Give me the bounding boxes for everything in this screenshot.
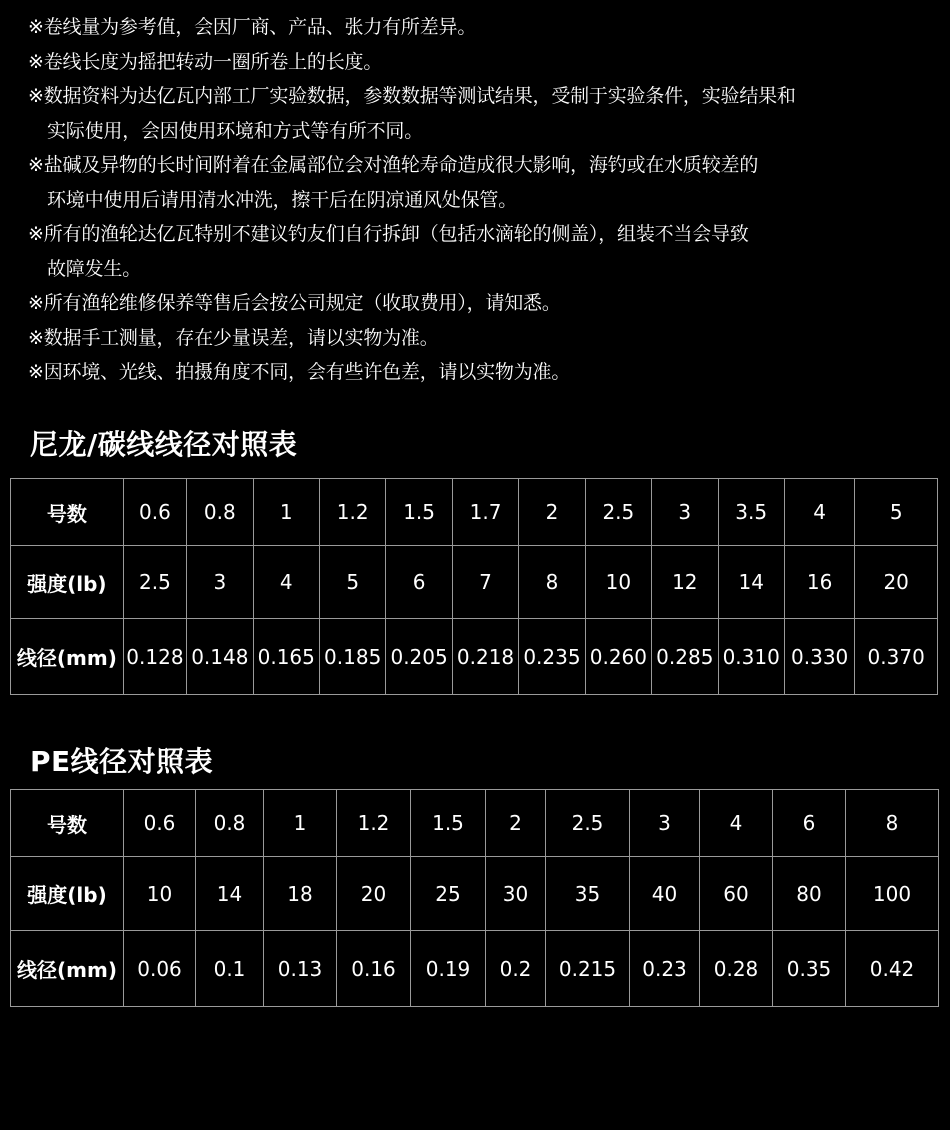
table-cell: 0.165 xyxy=(253,619,319,695)
table-cell: 1.5 xyxy=(386,479,452,546)
note-text: ※因环境、光线、拍摄角度不同，会有些许色差，请以实物为准。 xyxy=(28,361,571,383)
table-cell: 25 xyxy=(411,857,486,931)
table-cell: 2 xyxy=(486,790,546,857)
table-cell: 6 xyxy=(773,790,846,857)
row-header: 号数 xyxy=(11,790,124,857)
table-cell: 0.13 xyxy=(264,931,337,1007)
table-cell: 0.23 xyxy=(630,931,700,1007)
table-cell: 8 xyxy=(846,790,939,857)
table-cell: 7 xyxy=(452,546,518,619)
note-text: ※卷线长度为摇把转动一圈所卷上的长度。 xyxy=(28,50,383,73)
row-header: 线径(mm) xyxy=(11,931,124,1007)
nylon-table-title: 尼龙/碳线线径对照表 xyxy=(30,428,298,461)
table-cell: 0.6 xyxy=(124,790,196,857)
table-cell: 0.28 xyxy=(700,931,773,1007)
table-cell: 0.215 xyxy=(546,931,630,1007)
note-text: ※盐碱及异物的长时间附着在金属部位会对渔轮寿命造成很大影响，海钓或在水质较差的 xyxy=(28,154,759,176)
table-cell: 2 xyxy=(519,479,585,546)
table-cell: 0.148 xyxy=(187,619,253,695)
note-item xyxy=(28,321,938,356)
table-cell: 10 xyxy=(585,546,651,619)
table-cell: 12 xyxy=(652,546,718,619)
table-cell: 0.218 xyxy=(452,619,518,695)
table-cell: 40 xyxy=(630,857,700,931)
table-cell: 0.285 xyxy=(652,619,718,695)
table-cell: 3 xyxy=(630,790,700,857)
table-cell: 2.5 xyxy=(585,479,651,546)
table-cell: 20 xyxy=(337,857,411,931)
table-cell: 1.5 xyxy=(411,790,486,857)
note-text: ※数据资料为达亿瓦内部工厂实验数据，参数数据等测试结果，受制于实验条件，实验结果和 xyxy=(28,85,796,107)
table-cell: 0.42 xyxy=(846,931,939,1007)
table-cell: 0.185 xyxy=(319,619,385,695)
table-cell: 0.6 xyxy=(123,479,186,546)
table-cell: 4 xyxy=(253,546,319,619)
table-cell: 5 xyxy=(855,479,938,546)
table-cell: 1.2 xyxy=(319,479,385,546)
table-cell: 1.7 xyxy=(452,479,518,546)
table-cell: 3.5 xyxy=(718,479,784,546)
table-cell: 80 xyxy=(773,857,846,931)
table-cell: 4 xyxy=(700,790,773,857)
table-cell: 0.2 xyxy=(486,931,546,1007)
table-cell: 18 xyxy=(264,857,337,931)
table-cell: 0.19 xyxy=(411,931,486,1007)
table-cell: 0.205 xyxy=(386,619,452,695)
table-cell: 0.16 xyxy=(337,931,411,1007)
table-cell: 60 xyxy=(700,857,773,931)
table-cell: 0.8 xyxy=(187,479,253,546)
note-item xyxy=(28,286,938,321)
pe-spec-table xyxy=(10,789,939,1007)
note-item xyxy=(28,45,938,80)
note-text-continued: 环境中使用后请用清水冲洗，擦干后在阴凉通风处保管。 xyxy=(47,188,518,211)
table-cell: 100 xyxy=(846,857,939,931)
note-item xyxy=(28,355,938,390)
table-cell: 0.06 xyxy=(124,931,196,1007)
note-text-continued: 故障发生。 xyxy=(47,257,142,280)
row-header: 强度(lb) xyxy=(11,857,124,931)
table-cell: 14 xyxy=(718,546,784,619)
table-cell: 2.5 xyxy=(123,546,186,619)
note-item xyxy=(28,10,938,45)
note-text: ※卷线量为参考值，会因厂商、产品、张力有所差异。 xyxy=(28,16,477,38)
table-cell: 4 xyxy=(784,479,854,546)
nylon-spec-table xyxy=(10,478,938,695)
table-cell: 30 xyxy=(486,857,546,931)
table-cell: 8 xyxy=(519,546,585,619)
table-cell: 14 xyxy=(196,857,264,931)
note-item xyxy=(28,79,938,148)
table-cell: 3 xyxy=(187,546,253,619)
row-header: 强度(lb) xyxy=(11,546,124,619)
table-cell: 20 xyxy=(855,546,938,619)
table-cell: 0.370 xyxy=(855,619,938,695)
row-header: 线径(mm) xyxy=(11,619,124,695)
table-cell: 5 xyxy=(319,546,385,619)
table-cell: 6 xyxy=(386,546,452,619)
table-cell: 0.235 xyxy=(519,619,585,695)
table-row xyxy=(11,931,939,1007)
table-row xyxy=(11,857,939,931)
table-cell: 2.5 xyxy=(546,790,630,857)
table-cell: 0.330 xyxy=(784,619,854,695)
table-cell: 35 xyxy=(546,857,630,931)
table-cell: 1.2 xyxy=(337,790,411,857)
note-text-continued: 实际使用，会因使用环境和方式等有所不同。 xyxy=(47,119,424,142)
table-cell: 0.1 xyxy=(196,931,264,1007)
pe-table-title: PE线径对照表 xyxy=(30,745,214,778)
table-row xyxy=(11,790,939,857)
table-cell: 0.310 xyxy=(718,619,784,695)
note-text: ※所有的渔轮达亿瓦特别不建议钓友们自行拆卸（包括水滴轮的侧盖），组装不当会导致 xyxy=(28,223,749,245)
table-cell: 0.260 xyxy=(585,619,651,695)
table-cell: 1 xyxy=(264,790,337,857)
notes-list xyxy=(28,10,938,390)
table-cell: 0.128 xyxy=(123,619,186,695)
note-item xyxy=(28,217,938,286)
table-cell: 10 xyxy=(124,857,196,931)
table-cell: 0.8 xyxy=(196,790,264,857)
table-cell: 16 xyxy=(784,546,854,619)
table-cell: 3 xyxy=(652,479,718,546)
table-row xyxy=(11,479,938,546)
note-text: ※所有渔轮维修保养等售后会按公司规定（收取费用），请知悉。 xyxy=(28,292,561,314)
table-row xyxy=(11,619,938,695)
table-row xyxy=(11,546,938,619)
table-cell: 0.35 xyxy=(773,931,846,1007)
row-header: 号数 xyxy=(11,479,124,546)
note-text: ※数据手工测量，存在少量误差，请以实物为准。 xyxy=(28,326,439,349)
table-cell: 1 xyxy=(253,479,319,546)
note-item xyxy=(28,148,938,217)
